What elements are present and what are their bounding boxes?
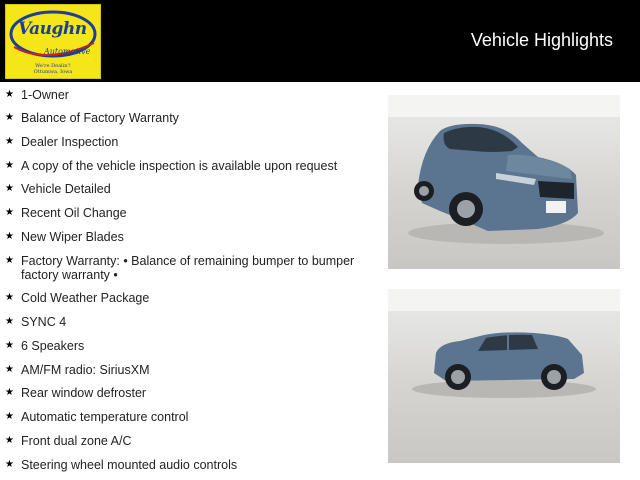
highlight-label: Front dual zone A/C — [21, 434, 132, 448]
highlight-label: Rear window defroster — [21, 386, 147, 400]
highlight-label: Dealer Inspection — [21, 135, 119, 149]
highlight-label: Steering wheel mounted audio controls — [21, 458, 238, 472]
vehicle-photo-front[interactable] — [388, 95, 620, 269]
star-bullet-icon: ★ — [5, 183, 14, 194]
highlight-label: New Wiper Blades — [21, 230, 124, 244]
vehicle-side-image — [388, 289, 620, 463]
highlight-item — [0, 182, 361, 196]
highlight-item — [0, 458, 361, 472]
star-bullet-icon: ★ — [5, 387, 14, 398]
logo-tagline — [6, 63, 100, 75]
highlight-item — [0, 159, 361, 173]
highlight-item — [0, 88, 361, 102]
highlight-item — [0, 135, 361, 149]
logo-tagline-text: We're Dealin'! — [35, 63, 71, 69]
highlight-label: Vehicle Detailed — [21, 182, 111, 196]
highlight-label: A copy of the vehicle inspection is available upon request — [21, 159, 338, 173]
highlight-item — [0, 434, 361, 448]
star-bullet-icon: ★ — [5, 231, 14, 242]
highlight-item — [0, 206, 361, 220]
page-title: Vehicle Highlights — [470, 30, 613, 50]
highlight-label: Cold Weather Package — [21, 291, 150, 305]
star-bullet-icon: ★ — [5, 364, 14, 375]
vehicle-front-image — [388, 95, 620, 269]
highlight-label: Balance of Factory Warranty — [21, 111, 179, 125]
logo-name: Vaughn — [18, 19, 87, 39]
highlight-label: 1-Owner — [21, 88, 69, 102]
highlight-label: 6 Speakers — [21, 339, 85, 353]
highlight-item — [0, 363, 361, 377]
star-bullet-icon: ★ — [5, 340, 14, 351]
highlight-label: Recent Oil Change — [21, 206, 127, 220]
highlight-label: SYNC 4 — [21, 315, 67, 329]
star-bullet-icon: ★ — [5, 112, 14, 123]
star-bullet-icon: ★ — [5, 255, 14, 266]
logo-location: Ottumwa, Iowa — [33, 69, 73, 75]
star-bullet-icon: ★ — [5, 435, 14, 446]
highlight-item — [0, 315, 361, 329]
dealer-logo[interactable] — [5, 4, 101, 79]
highlight-label: AM/FM radio: SiriusXM — [21, 363, 150, 377]
star-bullet-icon: ★ — [5, 459, 14, 470]
header-bar — [0, 0, 640, 82]
highlight-item — [0, 386, 361, 400]
logo-subtitle: Automotive — [44, 47, 91, 56]
vehicle-photo-side[interactable] — [388, 289, 620, 463]
highlight-item — [0, 410, 361, 424]
star-bullet-icon: ★ — [5, 411, 14, 422]
star-bullet-icon: ★ — [5, 89, 14, 100]
highlight-item — [0, 339, 361, 353]
star-bullet-icon: ★ — [5, 207, 14, 218]
highlight-item — [0, 291, 361, 305]
highlight-item — [0, 254, 361, 282]
star-bullet-icon: ★ — [5, 160, 14, 171]
highlight-item — [0, 230, 361, 244]
star-bullet-icon: ★ — [5, 316, 14, 327]
highlight-item — [0, 111, 361, 125]
star-bullet-icon: ★ — [5, 292, 14, 303]
highlight-label: Factory Warranty: • Balance of remaining bumper to bumper factory warranty • — [21, 254, 355, 282]
highlight-label: Automatic temperature control — [21, 410, 189, 424]
star-bullet-icon: ★ — [5, 136, 14, 147]
